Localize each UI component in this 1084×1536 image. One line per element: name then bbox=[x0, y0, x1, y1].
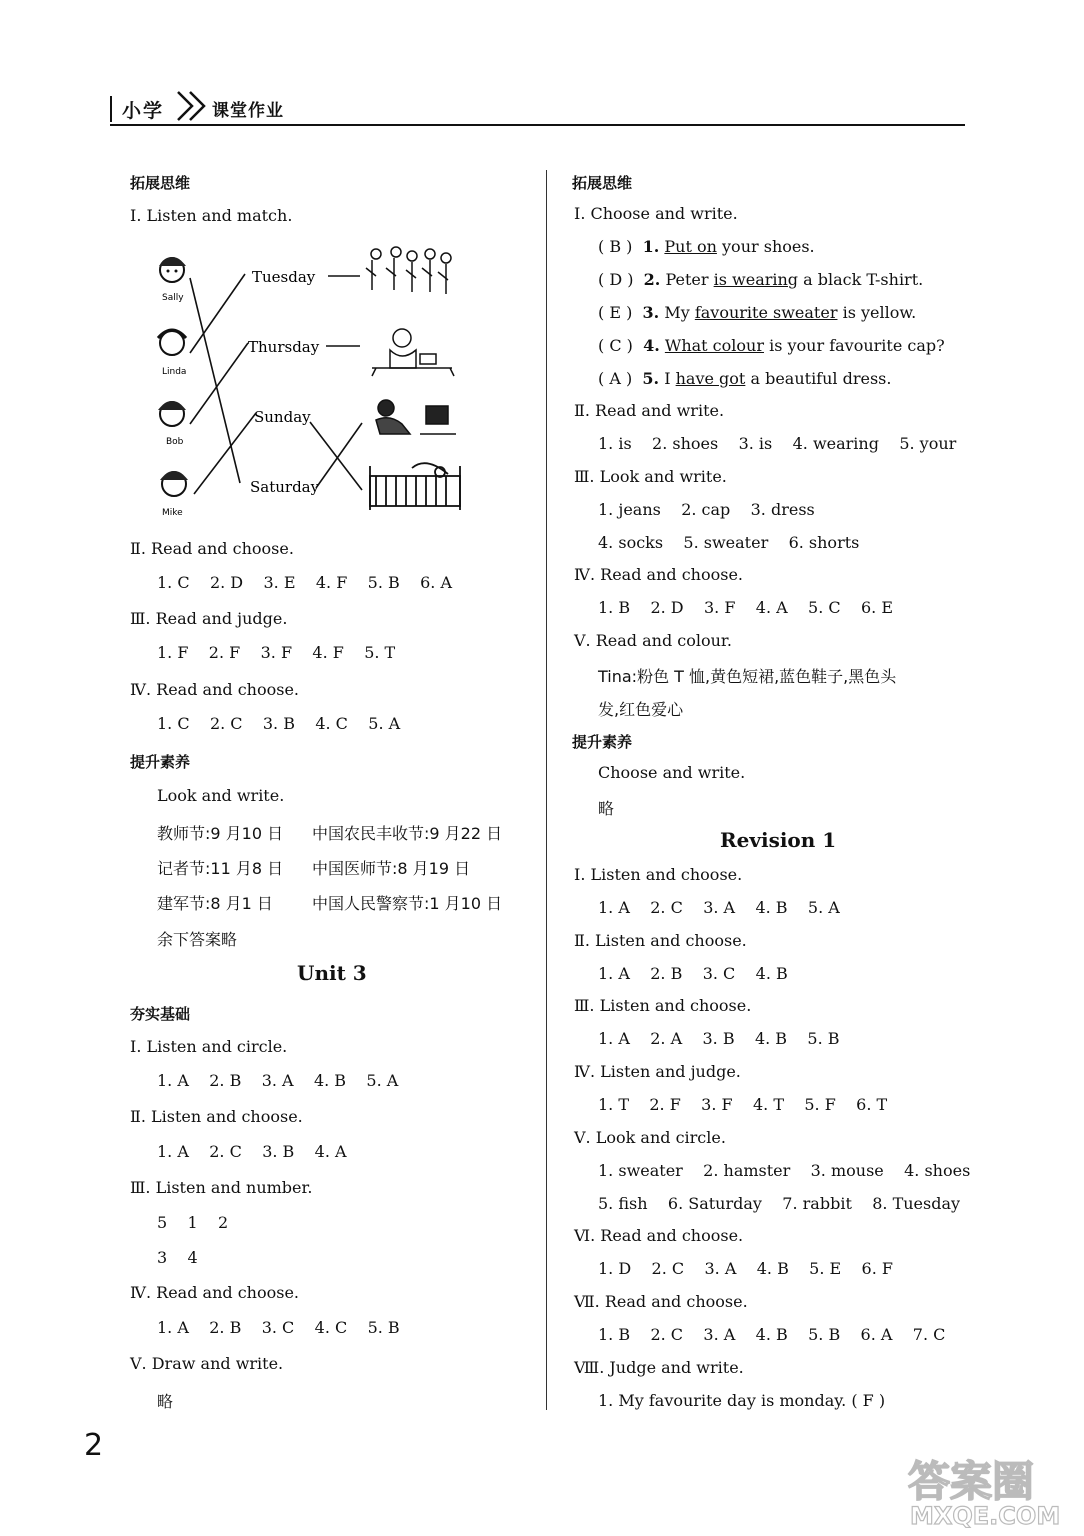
answer: 4. A bbox=[314, 1142, 347, 1161]
answer: 2. cap bbox=[681, 500, 731, 519]
answer: 2. A bbox=[650, 1029, 683, 1048]
answer: 3. A bbox=[703, 898, 736, 917]
answer: 1. F bbox=[157, 643, 189, 662]
answer: 1. A bbox=[157, 1071, 189, 1090]
question-heading: Ⅴ. Read and colour. bbox=[574, 631, 732, 650]
kid-linda-icon bbox=[158, 330, 186, 355]
answer: 4. A bbox=[755, 598, 788, 617]
answer: 3. B bbox=[262, 1142, 295, 1161]
answer: 2. F bbox=[208, 643, 241, 662]
choice-item: ( E ) 3. My favourite sweater is yellow. bbox=[598, 303, 917, 322]
colour-answer: Tina:粉色 T 恤,黄色短裙,蓝色鞋子,黑色头 bbox=[598, 667, 897, 686]
answer: 4. C bbox=[314, 1318, 348, 1337]
section-heading: 提升素养 bbox=[572, 733, 633, 751]
question-heading: Ⅳ. Read and choose. bbox=[130, 680, 300, 699]
name-label: Sally bbox=[162, 293, 184, 303]
answer: 4. T bbox=[752, 1095, 784, 1114]
answer: 4. wearing bbox=[792, 434, 879, 453]
question-heading: Choose and write. bbox=[598, 763, 746, 782]
kid-sally-icon bbox=[159, 257, 186, 282]
unit-title: Unit 3 bbox=[297, 961, 367, 985]
answer: 4. B bbox=[754, 1029, 788, 1048]
answer: 3. F bbox=[701, 1095, 733, 1114]
answer-row bbox=[598, 1029, 840, 1048]
answer: 1. is bbox=[598, 434, 632, 453]
answer-row bbox=[157, 714, 400, 733]
answer: 1. A bbox=[157, 1142, 189, 1161]
answer: 1. jeans bbox=[598, 500, 661, 519]
answer-row bbox=[598, 500, 815, 519]
answer: 2. F bbox=[649, 1095, 681, 1114]
answer: 2. C bbox=[209, 1142, 242, 1161]
section-heading: 拓展思维 bbox=[572, 174, 633, 192]
answer: 6. A bbox=[420, 573, 452, 592]
answer: 1. D bbox=[598, 1259, 632, 1278]
page-number: 2 bbox=[84, 1428, 104, 1463]
answer: 5. A bbox=[366, 1071, 399, 1090]
answer-row bbox=[598, 533, 859, 552]
answer-row bbox=[157, 573, 452, 592]
group-kids-picture-icon bbox=[366, 247, 451, 294]
answer: 3. A bbox=[703, 1325, 736, 1344]
question-heading: Ⅲ. Look and write. bbox=[574, 467, 727, 486]
question-heading: Ⅵ. Read and choose. bbox=[574, 1226, 744, 1245]
header-tick bbox=[110, 96, 112, 122]
question-heading: Ⅳ. Read and choose. bbox=[130, 1283, 300, 1302]
question-heading: Ⅱ. Listen and choose. bbox=[130, 1107, 303, 1126]
answer: 3. B bbox=[262, 714, 295, 733]
answer: 1. B bbox=[598, 598, 631, 617]
question-heading: Ⅱ. Read and write. bbox=[574, 401, 725, 420]
answer-row bbox=[598, 598, 893, 617]
answer: 1. A bbox=[157, 1318, 189, 1337]
bed-picture-icon bbox=[370, 463, 460, 510]
question-heading: Ⅲ. Listen and number. bbox=[130, 1178, 313, 1197]
section-heading: 提升素养 bbox=[130, 753, 191, 771]
question-heading: Ⅰ. Listen and choose. bbox=[574, 865, 743, 884]
reading-picture-icon bbox=[372, 329, 454, 376]
answer-row bbox=[598, 1325, 945, 1344]
answer: 4. C bbox=[315, 714, 348, 733]
choice-item: ( B ) 1. Put on your shoes. bbox=[598, 237, 815, 256]
answer: 1. C bbox=[157, 573, 190, 592]
answer: 5. B bbox=[807, 1029, 840, 1048]
question-heading: Ⅰ. Choose and write. bbox=[574, 204, 738, 223]
answer-row bbox=[157, 1318, 400, 1337]
answer: 7. C bbox=[912, 1325, 946, 1344]
answer: 2. C bbox=[651, 1259, 685, 1278]
answer: 5. sweater bbox=[683, 533, 769, 552]
answer: 4. F bbox=[312, 643, 344, 662]
answer: 4. B bbox=[755, 1325, 788, 1344]
day-label: Sunday bbox=[254, 408, 311, 426]
day-label: Thursday bbox=[248, 338, 320, 356]
kid-bob-icon bbox=[158, 401, 186, 426]
question-heading: Ⅲ. Listen and choose. bbox=[574, 996, 752, 1015]
answer: 1. C bbox=[157, 714, 190, 733]
answer-row bbox=[598, 898, 840, 917]
answer: 2. shoes bbox=[652, 434, 719, 453]
answer: 7. rabbit bbox=[782, 1194, 852, 1213]
answer: 6. A bbox=[860, 1325, 893, 1344]
question-heading: Ⅱ. Read and choose. bbox=[130, 539, 294, 558]
answer: 5. A bbox=[807, 898, 840, 917]
answer: 3. A bbox=[704, 1259, 737, 1278]
choice-item: ( D ) 2. Peter is wearing a black T-shirt. bbox=[598, 270, 924, 289]
answer: 5. E bbox=[809, 1259, 842, 1278]
answer: 1. B bbox=[598, 1325, 631, 1344]
answer-omitted: 略 bbox=[598, 799, 615, 818]
question-heading: Ⅰ. Listen and circle. bbox=[130, 1037, 288, 1056]
answer: 2. C bbox=[209, 714, 243, 733]
double-chevron-icon bbox=[174, 86, 210, 126]
answer: 5. B bbox=[367, 573, 400, 592]
answer-row bbox=[598, 964, 788, 983]
svg-text:MXQE.COM: MXQE.COM bbox=[910, 1502, 1061, 1528]
question-heading: Ⅳ. Read and choose. bbox=[574, 565, 744, 584]
answer: 5. fish bbox=[598, 1194, 648, 1213]
question-heading: Ⅲ. Read and judge. bbox=[130, 609, 288, 628]
page-header bbox=[110, 92, 965, 126]
answer: 2. C bbox=[650, 898, 683, 917]
answer: 3. is bbox=[738, 434, 773, 453]
match-lines bbox=[190, 274, 362, 494]
answer: 2. B bbox=[209, 1071, 242, 1090]
answer: 1. sweater bbox=[598, 1161, 683, 1180]
question-heading: Ⅰ. Listen and match. bbox=[130, 206, 293, 225]
answer: 4. B bbox=[755, 964, 788, 983]
answer: 2. D bbox=[209, 573, 244, 592]
day-label: Tuesday bbox=[252, 268, 316, 286]
answer: 1. A bbox=[598, 1029, 630, 1048]
answer: 6. E bbox=[860, 598, 893, 617]
festival-entry: 教师节:9 月10 日 bbox=[157, 824, 284, 843]
answer: 2. C bbox=[650, 1325, 684, 1344]
answer: 3. dress bbox=[750, 500, 815, 519]
section-heading: 夯实基础 bbox=[130, 1005, 191, 1023]
name-label: Linda bbox=[162, 367, 187, 377]
answer: 2. B bbox=[209, 1318, 242, 1337]
festival-entry: 中国人民警察节:1 月10 日 bbox=[312, 894, 503, 913]
kid-mike-icon bbox=[160, 471, 188, 496]
answer: 4. B bbox=[755, 898, 788, 917]
answer: 6. T bbox=[856, 1095, 888, 1114]
answer-row bbox=[157, 1142, 347, 1161]
choice-item: ( C ) 4. What colour is your favourite cap? bbox=[598, 336, 945, 355]
question-heading: Ⅴ. Draw and write. bbox=[130, 1354, 284, 1373]
answer: 3. A bbox=[261, 1071, 294, 1090]
answer-row bbox=[598, 1194, 960, 1213]
answer: 3. C bbox=[702, 964, 736, 983]
answer: 5. F bbox=[804, 1095, 836, 1114]
name-label: Bob bbox=[166, 437, 184, 447]
answer: 5. T bbox=[364, 643, 396, 662]
answer-row bbox=[157, 1071, 398, 1090]
question-heading: Look and write. bbox=[157, 786, 285, 805]
day-label: Saturday bbox=[250, 478, 320, 496]
answer: 3. F bbox=[260, 643, 293, 662]
question-heading: Ⅱ. Listen and choose. bbox=[574, 931, 747, 950]
revision-title: Revision 1 bbox=[720, 828, 837, 852]
answer: 5. B bbox=[367, 1318, 400, 1337]
answer: 4. socks bbox=[598, 533, 664, 552]
answer: 4. B bbox=[756, 1259, 789, 1278]
choice-item: ( A ) 5. I have got a beautiful dress. bbox=[598, 369, 892, 388]
number-row: 5 1 2 bbox=[157, 1213, 229, 1232]
answer: 8. Tuesday bbox=[872, 1194, 961, 1213]
question-heading: Ⅴ. Look and circle. bbox=[574, 1128, 726, 1147]
festival-entry: 记者节:11 月8 日 bbox=[157, 859, 284, 878]
answer: 4. B bbox=[313, 1071, 347, 1090]
answer-row bbox=[598, 1095, 887, 1114]
answer: 3. mouse bbox=[810, 1161, 884, 1180]
answer-row bbox=[157, 643, 395, 662]
answer: 5. C bbox=[808, 598, 841, 617]
name-label: Mike bbox=[162, 508, 183, 518]
section-heading: 拓展思维 bbox=[130, 174, 191, 192]
question-heading: Ⅶ. Read and choose. bbox=[574, 1292, 748, 1311]
answer: 6. F bbox=[861, 1259, 893, 1278]
answer: 6. shorts bbox=[788, 533, 860, 552]
answer: 3. C bbox=[261, 1318, 295, 1337]
watermark-logo bbox=[900, 1448, 1070, 1528]
festival-entry: 中国农民丰收节:9 月22 日 bbox=[312, 824, 503, 843]
answer: 2. B bbox=[650, 964, 683, 983]
question-heading: Ⅷ. Judge and write. bbox=[574, 1358, 744, 1377]
judge-answer: 1. My favourite day is monday. ( F ) bbox=[598, 1391, 886, 1410]
answer: 3. F bbox=[703, 598, 736, 617]
answer: 6. Saturday bbox=[667, 1194, 762, 1213]
colour-answer: 发,红色爱心 bbox=[598, 700, 684, 719]
answer: 3. E bbox=[263, 573, 296, 592]
answer: 5. your bbox=[899, 434, 957, 453]
answer-row bbox=[598, 434, 956, 453]
answer: 3. B bbox=[702, 1029, 735, 1048]
answer: 2. D bbox=[650, 598, 684, 617]
answer: 5. A bbox=[368, 714, 401, 733]
festival-entry: 建军节:8 月1 日 bbox=[157, 894, 273, 913]
answer: 1. A bbox=[598, 898, 630, 917]
column-divider bbox=[546, 170, 547, 1410]
computer-picture-icon bbox=[376, 400, 456, 434]
matching-figure bbox=[150, 238, 480, 523]
answer: 4. shoes bbox=[904, 1161, 971, 1180]
answer-row bbox=[598, 1161, 970, 1180]
question-heading: Ⅳ. Listen and judge. bbox=[574, 1062, 741, 1081]
svg-text:答案圈: 答案圈 bbox=[908, 1457, 1035, 1506]
answer: 5. B bbox=[808, 1325, 841, 1344]
answer-omitted: 略 bbox=[157, 1392, 174, 1411]
answer: 4. F bbox=[315, 573, 348, 592]
answer: 1. T bbox=[598, 1095, 630, 1114]
rest-omitted: 余下答案略 bbox=[157, 930, 238, 949]
answer-row bbox=[598, 1259, 893, 1278]
header-level: 小学 bbox=[122, 100, 165, 122]
festival-entry: 中国医师节:8 月19 日 bbox=[312, 859, 471, 878]
number-row: 3 4 bbox=[157, 1248, 198, 1267]
answer: 1. A bbox=[598, 964, 630, 983]
header-book: 课堂作业 bbox=[212, 101, 284, 121]
answer: 2. hamster bbox=[703, 1161, 791, 1180]
